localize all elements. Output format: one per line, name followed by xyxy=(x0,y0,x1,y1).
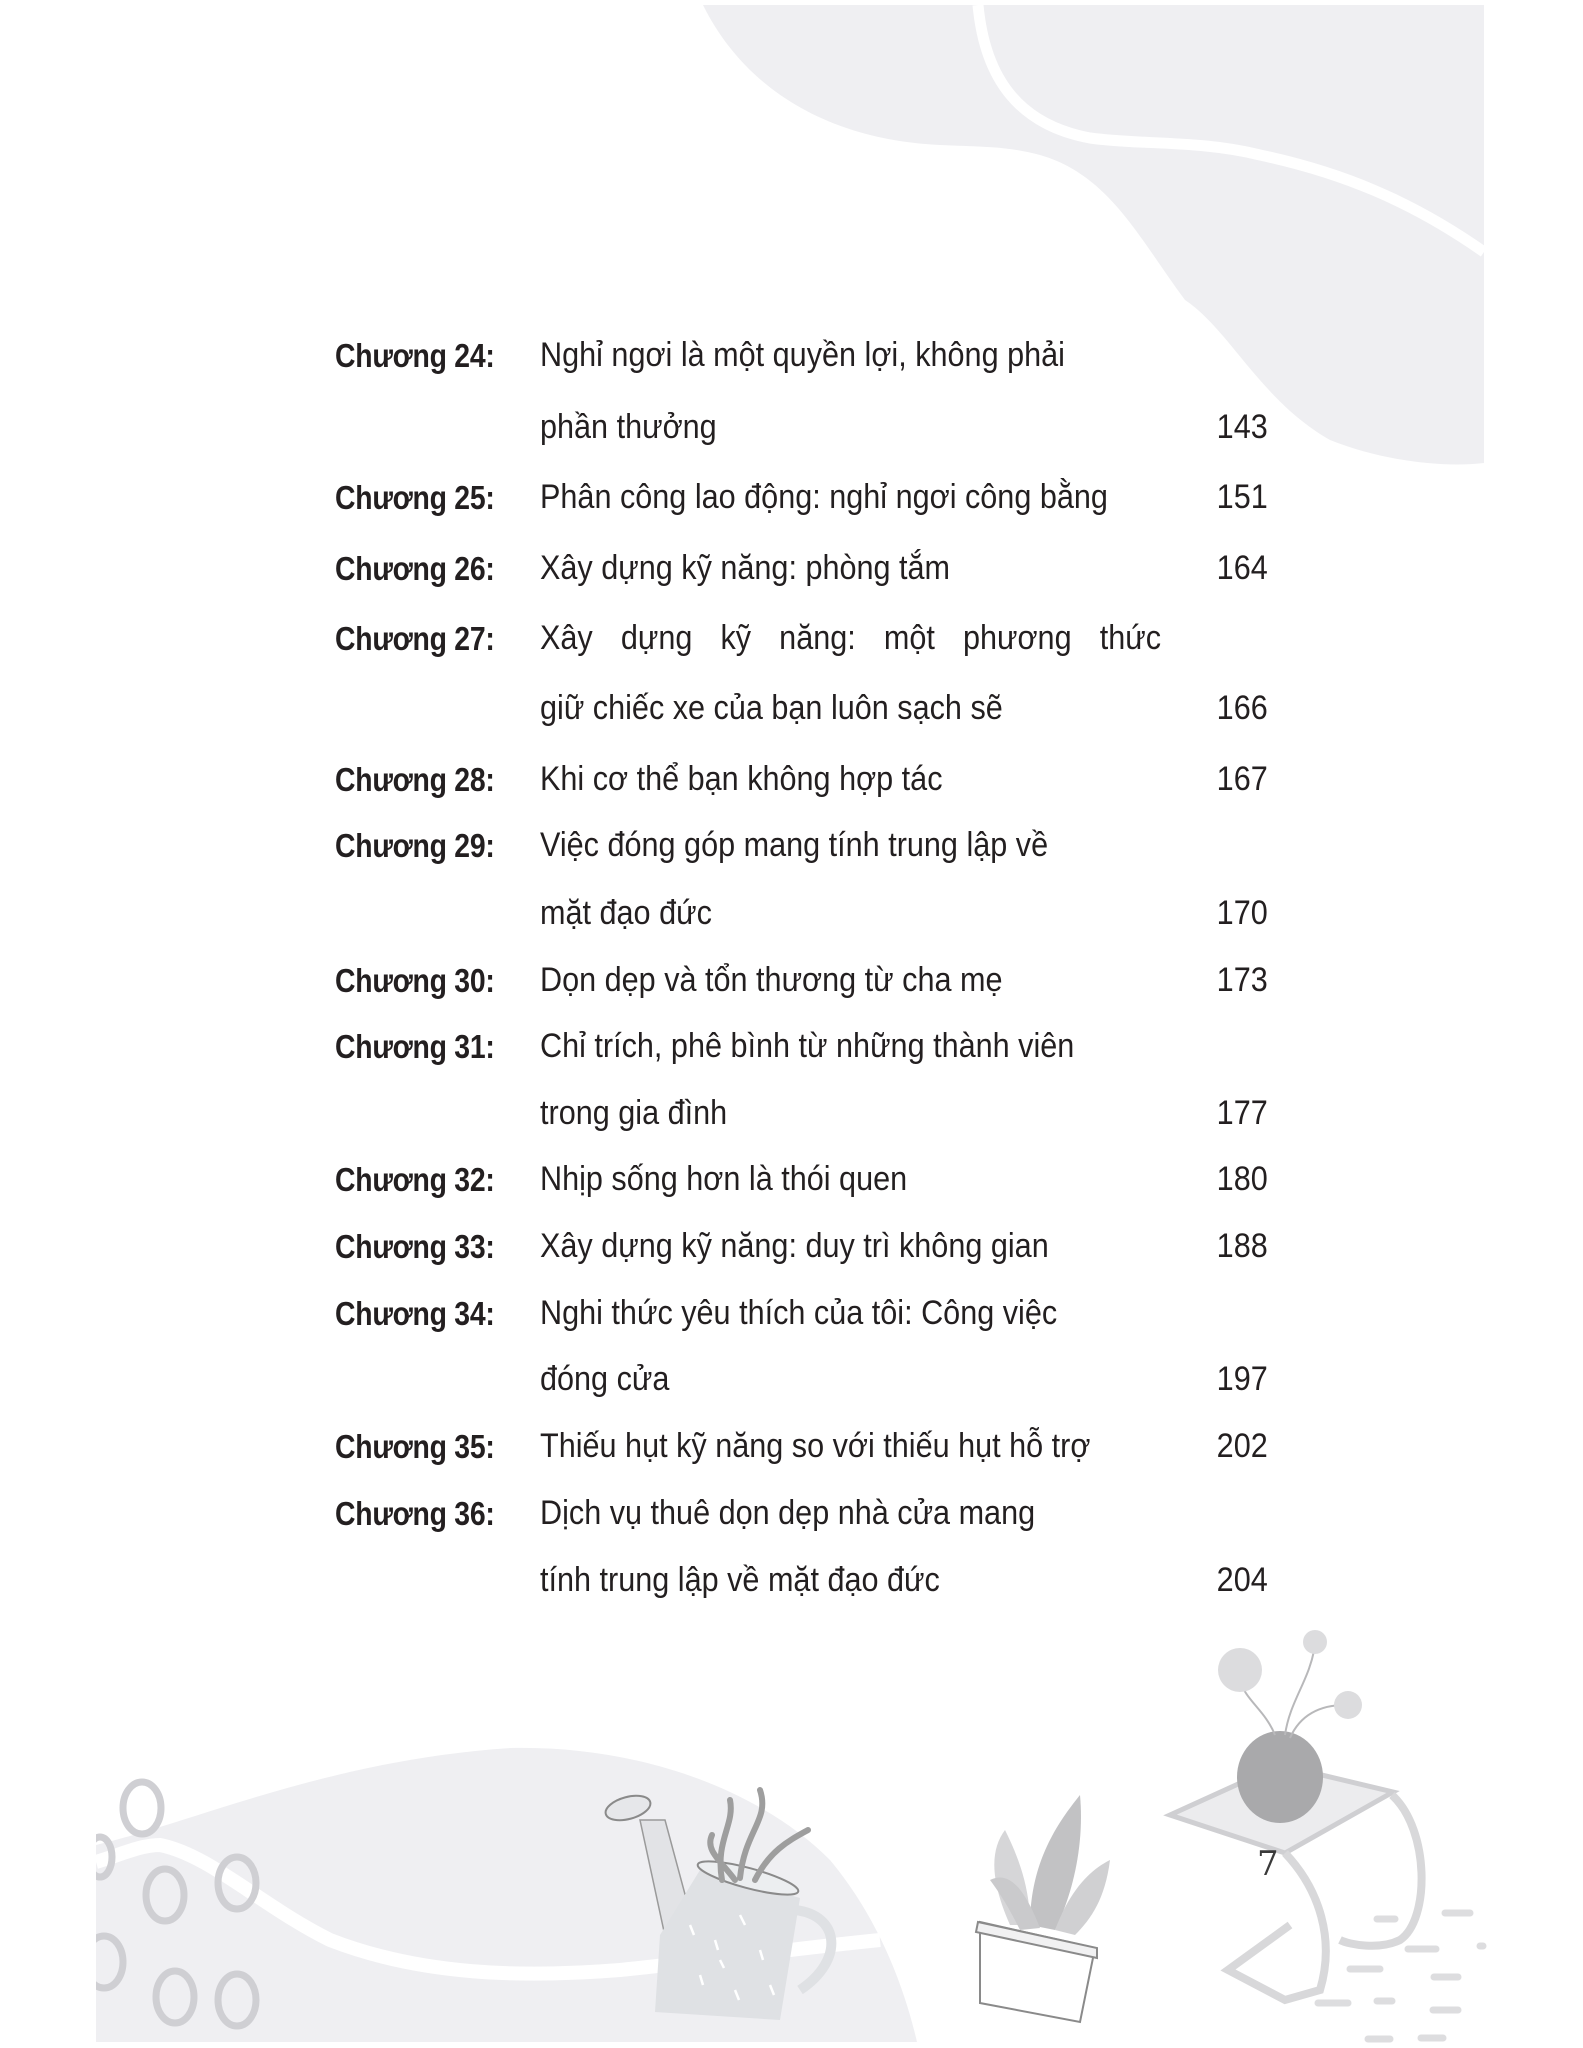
toc-line xyxy=(0,615,1583,655)
toc-line xyxy=(0,957,1583,997)
toc-line xyxy=(0,1290,1583,1330)
chapter-label: Chương 25: xyxy=(335,479,495,516)
toc-line xyxy=(0,1423,1583,1463)
page-number: 188 xyxy=(1216,1227,1268,1265)
chapter-title: Xây dựng kỹ năng: duy trì không gian xyxy=(540,1227,1049,1265)
toc-line xyxy=(0,890,1583,930)
chapter-title-continued: trong gia đình xyxy=(540,1094,728,1132)
chapter-title: Việc đóng góp mang tính trung lập về xyxy=(540,826,1049,864)
chapter-label: Chương 29: xyxy=(335,827,495,864)
chapter-title: Khi cơ thể bạn không hợp tác xyxy=(540,760,943,798)
potted-plant-icon xyxy=(976,1795,1110,2022)
chapter-label: Chương 30: xyxy=(335,962,495,999)
chapter-label: Chương 26: xyxy=(335,550,495,587)
page-number: 167 xyxy=(1216,760,1268,798)
page-number: 204 xyxy=(1216,1561,1268,1599)
chapter-title: Nghỉ ngơi là một quyền lợi, không phải xyxy=(540,336,1065,374)
toc-line xyxy=(0,1557,1583,1597)
chapter-title-continued: giữ chiếc xe của bạn luôn sạch sẽ xyxy=(540,689,1003,727)
toc-line xyxy=(0,1090,1583,1130)
page-number: 166 xyxy=(1216,689,1268,727)
page-number: 177 xyxy=(1216,1094,1268,1132)
chapter-title: Nghi thức yêu thích của tôi: Công việc xyxy=(540,1294,1058,1332)
chapter-label: Chương 28: xyxy=(335,761,495,798)
page-number: 197 xyxy=(1216,1360,1268,1398)
toc-line xyxy=(0,756,1583,796)
toc-line xyxy=(0,1156,1583,1196)
chapter-label: Chương 36: xyxy=(335,1495,495,1532)
chapter-title: Phân công lao động: nghỉ ngơi công bằng xyxy=(540,478,1108,516)
toc-line xyxy=(0,474,1583,514)
dash-pattern xyxy=(1318,1913,1483,2039)
chapter-title: Thiếu hụt kỹ năng so với thiếu hụt hỗ trợ xyxy=(540,1427,1091,1465)
chapter-label: Chương 35: xyxy=(335,1428,495,1465)
page-folio-number: 7 xyxy=(1257,1844,1279,1884)
page-number: 143 xyxy=(1216,408,1268,446)
chapter-label: Chương 31: xyxy=(335,1028,495,1065)
page-number: 202 xyxy=(1216,1427,1268,1465)
chapter-title: Nhịp sống hơn là thói quen xyxy=(540,1160,908,1198)
page-number: 151 xyxy=(1216,478,1268,516)
toc-line xyxy=(0,1490,1583,1530)
chapter-label: Chương 27: xyxy=(335,620,495,657)
chapter-title: Dọn dẹp và tổn thương từ cha mẹ xyxy=(540,961,1003,999)
toc-line xyxy=(0,1223,1583,1263)
chapter-title: Chỉ trích, phê bình từ những thành viên xyxy=(540,1027,1075,1065)
chapter-label: Chương 33: xyxy=(335,1228,495,1265)
chapter-title: Dịch vụ thuê dọn dẹp nhà cửa mang xyxy=(540,1494,1036,1532)
toc-line xyxy=(0,1023,1583,1063)
chapter-title-continued: mặt đạo đức xyxy=(540,894,712,932)
chapter-title-continued: đóng cửa xyxy=(540,1360,670,1398)
chapter-label: Chương 34: xyxy=(335,1295,495,1332)
chapter-title: Xây dựng kỹ năng: một phương thức xyxy=(540,619,1161,657)
chapter-title-continued: tính trung lập về mặt đạo đức xyxy=(540,1561,940,1599)
abstract-wave-shape-top xyxy=(703,5,1484,464)
page-number: 180 xyxy=(1216,1160,1268,1198)
page-number: 164 xyxy=(1216,549,1268,587)
toc-line xyxy=(0,1356,1583,1396)
chapter-label: Chương 24: xyxy=(335,337,495,374)
page-number: 173 xyxy=(1216,961,1268,999)
chapter-title: Xây dựng kỹ năng: phòng tắm xyxy=(540,549,951,587)
toc-line xyxy=(0,545,1583,585)
chapter-title-continued: phần thưởng xyxy=(540,408,717,446)
toc-line xyxy=(0,685,1583,725)
toc-line xyxy=(0,404,1583,444)
toc-line xyxy=(0,822,1583,862)
chapter-label: Chương 32: xyxy=(335,1161,495,1198)
page-number: 170 xyxy=(1216,894,1268,932)
toc-line xyxy=(0,332,1583,372)
